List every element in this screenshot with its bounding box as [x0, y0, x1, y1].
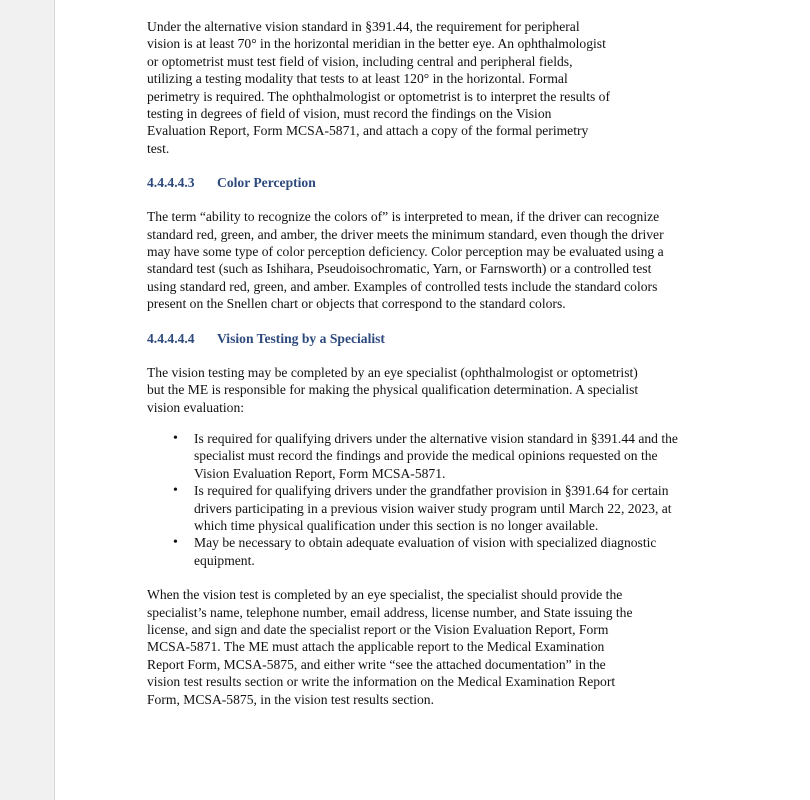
list-item: • Is required for qualifying drivers under the alternative vision standard in §391.44 and the specialist must record the findings and provide the medical opinions requested on the Vision Evaluation Report, Form MCSA-5871. [194, 430, 747, 482]
paragraph-peripheral-vision: Under the alternative vision standard in §391.44, the requirement for peripheral vision is at least 70° in the horizontal meridian in the better eye. An ophthalmologist or optometrist must test field of vision, including central and peripheral fields, utilizing a testing modality that tests to at least 120° in the horizontal. Formal perimetry is required. The ophthalmologist or optometrist is to interpret the results of testing in degrees of field of vision, must record the findings on the Vision Evaluation Report, Form MCSA-5871, and attach a copy of the formal perimetry test. [147, 19, 610, 156]
document-page [54, 0, 810, 800]
section-title: Vision Testing by a Specialist [217, 330, 385, 346]
list-item: • May be necessary to obtain adequate evaluation of vision with specialized diagnostic equipment. [194, 534, 747, 569]
section-heading-vision-testing-specialist [147, 330, 747, 347]
document-content [147, 18, 747, 708]
paragraph-specialist-intro: The vision testing may be completed by an eye specialist (ophthalmologist or optometrist) but the ME is responsible for making the physical qualification determination. A specialist vision evaluation: [147, 364, 639, 415]
section-heading-color-perception [147, 174, 747, 191]
paragraph-color-perception: The term “ability to recognize the colors of” is interpreted to mean, if the driver can recognize standard red, green, and amber, the driver meets the minimum standard, even though the driver may have some type of color perception deficiency. Color perception may be evaluated using a standard test (such as Ishihara, Pseudoisochromatic, Yarn, or Farnsworth) or a controlled test using standard red, green, and amber. Examples of controlled tests include the standard colors present on the Snellen chart or objects that correspond to the standard colors. [147, 209, 664, 312]
list-item: • Is required for qualifying drivers under the grandfather provision in §391.64 for certain drivers participating in a previous vision waiver study program until March 22, 2023, at which time physical qualification under this section is no longer available. [194, 482, 747, 534]
section-number: 4.4.4.4.4 [147, 330, 195, 346]
section-number: 4.4.4.4.3 [147, 175, 195, 191]
section-title: Color Perception [217, 175, 316, 191]
paragraph-specialist-report: When the vision test is completed by an eye specialist, the specialist should provide the specialist’s name, telephone number, email address, license number, and State issuing the license, and sign and date the specialist report or the Vision Evaluation Report, Form MCSA-5871. The ME must attach the applicable report to the Medical Examination Report Form, MCSA-5875, and either write “see the attached documentation” in the vision test results section or write the information on the Medical Examination Report Form, MCSA-5875, in the vision test results section. [147, 587, 633, 707]
specialist-evaluation-list [147, 430, 747, 569]
